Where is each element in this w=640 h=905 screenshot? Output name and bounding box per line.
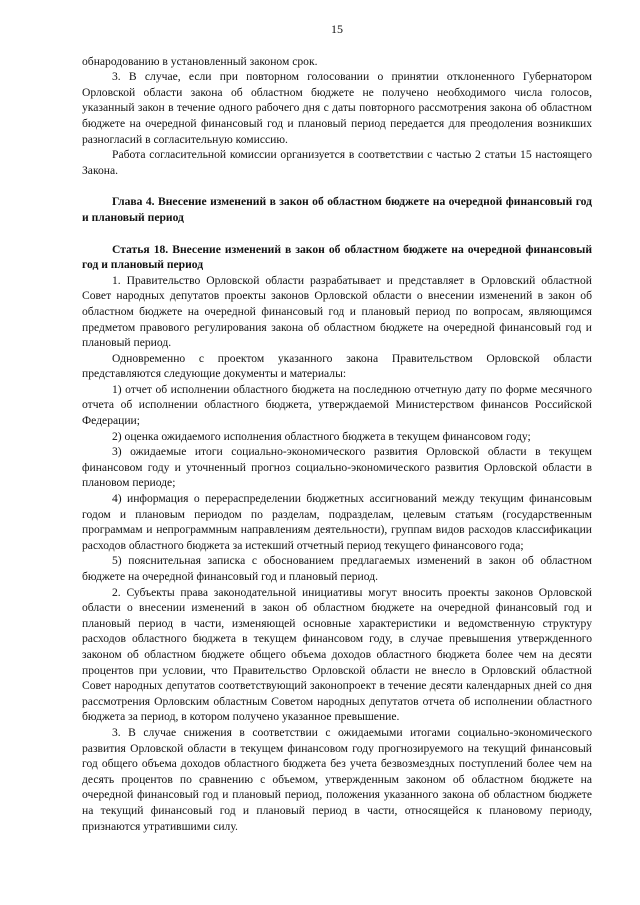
paragraph-clause-3: 3. В случае, если при повторном голосовании о принятии отклоненного Губернатором Орловской области закона об областном бюджете не получено необходимого числа голосов, указанный закон в течение одного рабочего дня с даты повторного рассмотрения закона об областном бюджете на очередной финансовый год и плановый период передается для преодоления возникших разногласий в согласительную комиссию.	[82, 70, 592, 146]
paragraph-commission: Работа согласительной комиссии организуется в соответствии с частью 2 статьи 15 настоящего Закона.	[82, 148, 592, 177]
article-list-item: 3) ожидаемые итоги социально-экономического развития Орловской области в текущем финансовом году и уточненный прогноз социально-экономического развития Орловской области в плановом периоде;	[82, 445, 592, 490]
document-page	[82, 22, 592, 834]
article-paragraph: Одновременно с проектом указанного закона Правительством Орловской области представляются следующие документы и материалы:	[82, 351, 592, 381]
page-number: 15	[331, 22, 343, 36]
article-heading: Статья 18. Внесение изменений в закон об областном бюджете на очередной финансовый год и плановый период	[82, 242, 592, 272]
article-list-item: 2) оценка ожидаемого исполнения областного бюджета в текущем финансовом году;	[112, 429, 531, 443]
article-paragraph: 2. Субъекты права законодательной инициативы могут вносить проекты законов Орловской области о внесении изменений в закон об областном бюджете на очередной финансовый год и плановый период в части, изменяющей основные характеристики и ведомственную структуру расходов областного бюджета в текущем финансовом году, в случае превышения утвержденного законом об областном бюджете общего объема доходов областного бюджета более чем на десяти процентов при условии, что Правительство Орловской области не внесло в Орловский областной Совет народных депутатов соответствующий законопроект в течение десяти календарных дней со дня рассмотрения Орловским областным Советом народных депутатов отчета об исполнении областного бюджета за период, в котором получено указанное превышение.	[82, 585, 592, 724]
article-list-item: 1) отчет об исполнении областного бюджета на последнюю отчетную дату по форме месячного отчета об исполнении областного бюджета, утверждаемой Министерством финансов Российской Федерации;	[82, 382, 592, 428]
paragraph-continuation: обнародованию в установленный законом срок.	[82, 54, 318, 68]
article-paragraph: 3. В случае снижения в соответствии с ожидаемыми итогами социально-экономического развития Орловской области в текущем финансовом году прогнозируемого на текущий финансовый год общего объема доходов областного бюджета без учета безвозмездных поступлений более чем на десять процентов по сравнению с объемом, утвержденным законом об областном бюджете на очередной финансовый год и плановый период, положения указанного закона об областном бюджете на текущий финансовый год и плановый период в части, относящейся к плановому периоду, признаются утратившими силу.	[82, 725, 592, 833]
article-list-item: 5) пояснительная записка с обоснованием предлагаемых изменений в закон об областном бюджете на очередной финансовый год и плановый период.	[82, 554, 592, 583]
article-paragraph: 1. Правительство Орловской области разрабатывает и представляет в Орловский областной Совет народных депутатов проекты законов Орловской области о внесении изменений в закон об областном бюджете на очередной финансовый год и плановый период по вопросам, являющимся предметом правового регулирования закона об областном бюджете на очередной финансовый год и плановый период.	[82, 273, 592, 350]
article-list-item: 4) информация о перераспределении бюджетных ассигнований между текущим финансовым годом и плановым периодом по разделам, подразделам, целевым статьям (государственным программам и непрограммным направлениям деятельности), группам видов расходов классификации расходов областного бюджета за истекший отчетный период текущего финансового года;	[82, 492, 592, 552]
chapter-heading: Глава 4. Внесение изменений в закон об областном бюджете на очередной финансовый год и плановый период	[82, 195, 592, 224]
